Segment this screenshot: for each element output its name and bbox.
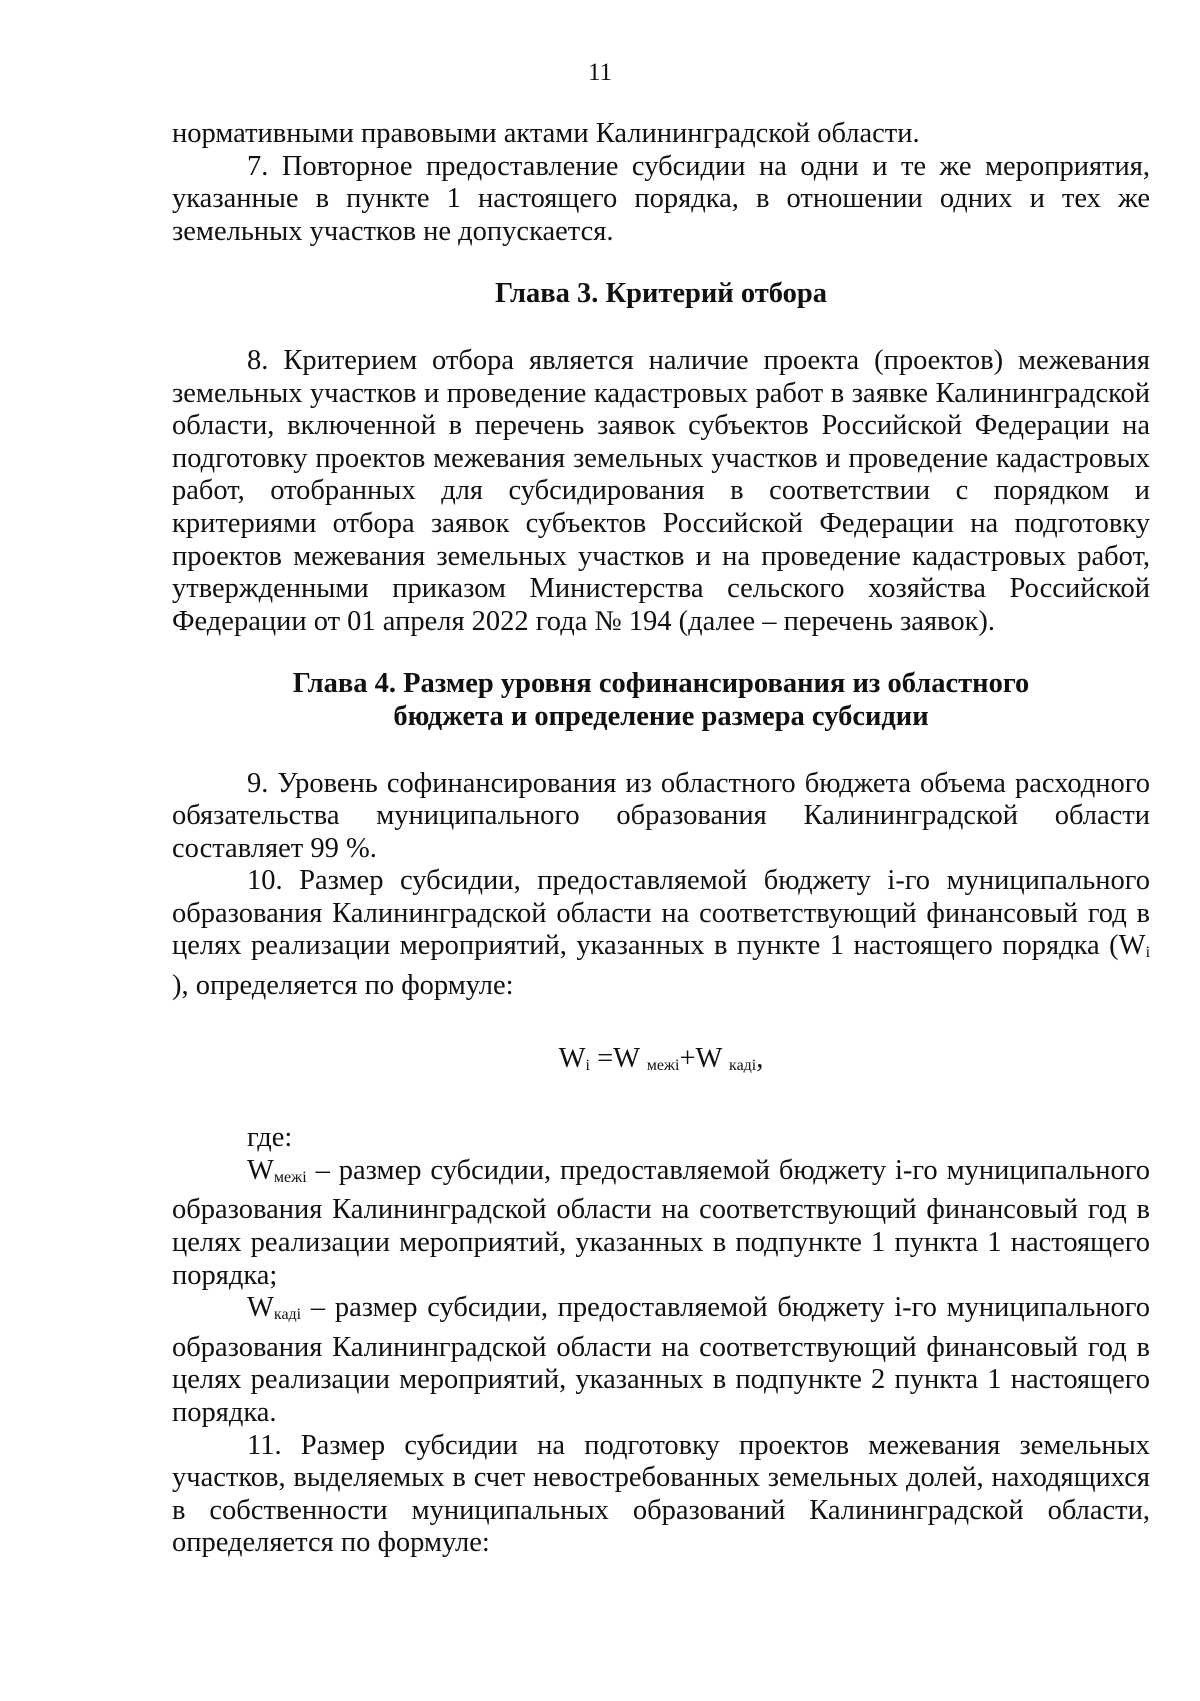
paragraph-8: 8. Критерием отбора является наличие проекта (проектов) межевания земельных участков и проведение кадастровых работ в заявке Калининградской области, включенной в перечень заявок субъектов Российской Федерации на подготовку проектов межевания земельных участков и проведение кадастровых работ, отобранных для субсидирования в соответствии с порядком и критериями отбора заявок субъектов Российской Федерации на подготовку проектов межевания земельных участков и на проведение кадастровых работ, утвержденными приказом Министерства сельского хозяйства Российской Федерации от 01 апреля 2022 года № 194 (далее – перечень заявок). <box>172 344 1150 637</box>
paragraph-7: 7. Повторное предоставление субсидии на одни и те же мероприятия, указанные в пункте 1 настоящего порядка, в отношении одних и тех же земельных участков не допускается. <box>172 150 1150 247</box>
formula-comma: , <box>756 1042 764 1074</box>
chapter-4-heading-line-1: Глава 4. Размер уровня софинансирования из областного <box>292 668 1030 700</box>
definition-w-mezh-subscript: межі <box>273 1168 307 1186</box>
definition-w-mezh-symbol: W <box>247 1154 274 1186</box>
formula-sub-i: i <box>585 1056 590 1074</box>
definition-w-kad-symbol: W <box>247 1292 274 1324</box>
formula-w: W <box>558 1042 586 1074</box>
paragraph-10-symbol: (W <box>1109 930 1146 962</box>
paragraph-9: 9. Уровень софинансирования из областного бюджета объема расходного обязательства муниципального образования Калининградской области составляет 99 %. <box>172 767 1150 864</box>
paragraph-10-ending: ), определяется по формуле: <box>172 970 514 1002</box>
chapter-3-heading: Глава 3. Критерий отбора <box>495 278 827 310</box>
chapter-4-heading-line-2: бюджета и определение размера субсидии <box>393 700 929 732</box>
formula-plus: +W <box>679 1042 730 1074</box>
definition-w-kad-subscript: каді <box>273 1306 302 1324</box>
formula-sub-kad: каді <box>729 1056 757 1074</box>
document-body <box>172 118 1150 1560</box>
formula-equals: =W <box>589 1042 647 1074</box>
paragraph-11: 11. Размер субсидии на подготовку проектов межевания земельных участков, выделяемых в счет невостребованных земельных долей, находящихся в собственности муниципальных образований Калининградской области, определяется по формуле: <box>172 1429 1150 1559</box>
paragraph-10-symbol-subscript: i <box>1145 944 1151 962</box>
paragraph-10 <box>172 865 1150 1002</box>
paragraph-10-text: 10. Размер субсидии, предоставляемой бюджету i-го муниципального образования Калининградской области на соответствующий финансовый год в целях реализации мероприятий, указанных в пункте 1 настоящего порядка <box>172 865 1150 962</box>
paragraph-intro: нормативными правовыми актами Калининградской области. <box>172 118 920 149</box>
formula-sub-mezh: межі <box>646 1056 680 1074</box>
page-number: 11 <box>587 59 613 86</box>
where-label: где: <box>247 1122 293 1154</box>
definition-w-mezh <box>172 1155 1150 1292</box>
definition-w-kad <box>172 1292 1150 1429</box>
definition-w-kad-text: – размер субсидии, предоставляемой бюджету i-го муниципального образования Калининградской области на соответствующий финансовый год в целях реализации мероприятий, указанных в подпункте 2 пункта 1 настоящего порядка. <box>172 1292 1150 1428</box>
definition-w-mezh-text: – размер субсидии, предоставляемой бюджету i-го муниципального образования Калининградской области на соответствующий финансовый год в целях реализации мероприятий, указанных в подпункте 1 пункта 1 настоящего порядка; <box>172 1154 1150 1291</box>
formula-wi <box>172 1043 1150 1083</box>
